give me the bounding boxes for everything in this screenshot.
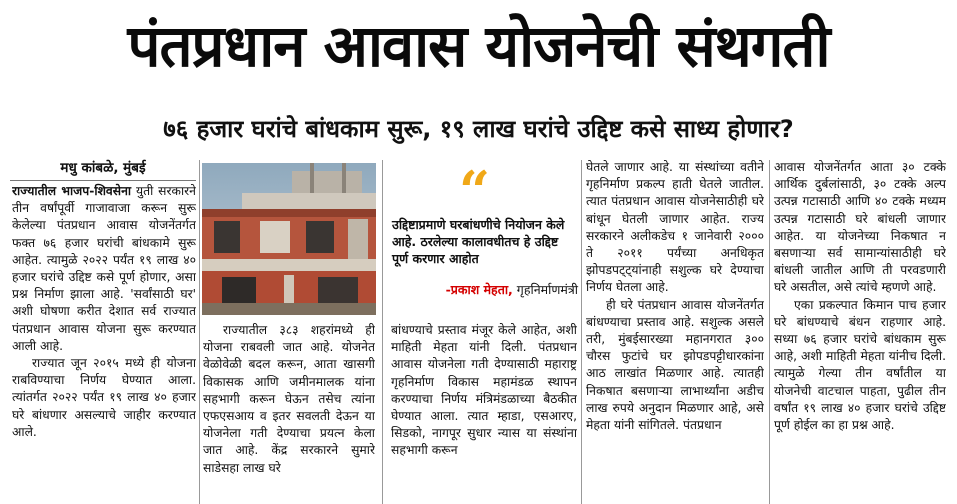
quote-author: -प्रकाश मेहता,	[445, 282, 513, 297]
byline-rule	[10, 180, 196, 181]
paragraph: ही घरे पंतप्रधान आवास योजनेंतर्गत बांधण्याचा प्रस्ताव आहे. सशुल्क असले तरी, मुंबईसारख्या महानगरात ३०० चौरस फुटांचे घर झोपडपट्टीधारकांना आठ लाखांत मिळणार आहे. त्यातही निकषात बसणाऱ्या लाभार्थ्यांना अडीच लाख रुपये अनुदान मिळणार आहे, असे मेहता यांनी सांगितले. पंतप्रधान	[586, 297, 764, 433]
column-divider	[382, 160, 383, 504]
subheadline: ७६ हजार घरांचे बांधकाम सुरू, १९ लाख घरांचे उद्दिष्ट कसे साध्य होणार?	[163, 115, 794, 143]
building-illustration	[202, 163, 376, 315]
paragraph-text: युती सरकारने तीन वर्षांपूर्वी गाजावाजा करून सुरू केलेल्या पंतप्रधान आवास योजनेंतर्गत फक्त ७६ हजार घरांची बांधकामे सुरू आहेत. त्यामुळे २०२२ पर्यंत १९ लाख ४० हजार घरांचे उद्दिष्ट कसे पूर्ण होणार, असा प्रश्न निर्माण झाला आहे. 'सर्वांसाठी घर' अशी घोषणा करीत देशात सर्व राज्यात पंतप्रधान आवास योजना सुरू करण्यात आली आहे.	[12, 184, 196, 353]
paragraph: घेतले जाणार आहे. या संस्थांच्या वतीने गृहनिर्माण प्रकल्प हाती घेतले जातील. त्यात पंतप्रधान आवास योजनेसाठीही घरे बांधून घेतली जाणार आहेत. राज्य सरकारने अलीकडेच १ जानेवारी २००० ते २०११ पर्यंच्या अनधिकृत झोपडपट्ट्यांनाही सशुल्क घरे देण्याचा निर्णय घेतला आहे.	[586, 160, 764, 295]
paragraph	[12, 183, 196, 355]
paragraph: राज्यातील ३८३ शहरांमध्ये ही योजना राबवली जात आहे. योजनेत वेळोवेळी बदल करून, आता खासगी विकासक आणि जमीनमालक यांना सहभागी करून घेऊन तसेच त्यांना एफएसआय व इतर सवलती देऊन या योजनेला गती देण्याचा प्रयत्न केला जात आहे. केंद्र सरकारने सुमारे साडेसहा लाख घरे	[203, 323, 375, 475]
article-column-2	[203, 322, 375, 502]
lead-in: राज्यातील भाजप-शिवसेना	[12, 184, 132, 198]
pull-quote: उद्दिष्टाप्रमाणे घरबांधणीचे नियोजन केले आहे. ठरलेल्या कालावधीतच हे उद्दिष्ट पूर्ण करणार आहोत	[392, 217, 565, 266]
article-column-3	[391, 322, 577, 502]
quote-attribution	[402, 282, 578, 298]
quote-role: गृहनिर्माणमंत्री	[512, 282, 578, 297]
paragraph: एका प्रकल्पात किमान पाच हजार घरे बांधण्याचे बंधन राहणार आहे. सध्या ७६ हजार घरांचे बांधकाम सुरू आहे, अशी माहिती मेहता यांनीच दिली. त्यामुळे गेल्या तीन वर्षांतील या योजनेची वाटचाल पाहता, पुढील तीन वर्षांत १९ लाख ४० हजार घरांचे उद्दिष्ट पूर्ण होईल का हा प्रश्न आहे.	[774, 297, 946, 433]
column-divider	[581, 160, 582, 504]
article-column-1	[12, 183, 196, 501]
article-column-4	[586, 159, 764, 502]
quote-icon: “	[459, 159, 491, 223]
paragraph: आवास योजनेंतर्गत आता ३० टक्के आर्थिक दुर्बलांसाठी, ३० टक्के अल्प उत्पन्न गटासाठी आणि ४० टक्के मध्यम उत्पन्न गटासाठी घरे बांधली जाणार आहेत. या योजनेच्या निकषात न बसणाऱ्या सर्व सामान्यांसाठीही घरे बांधली जातील आणि ती परवडणारी घरे असतील, असे त्यांचे म्हणणे आहे.	[774, 160, 946, 295]
headline: पंतप्रधान आवास योजनेची संथगती	[127, 12, 830, 80]
paragraph: बांधण्याचे प्रस्ताव मंजूर केले आहेत, अशी माहिती मेहता यांनी दिली. पंतप्रधान आवास योजनेला गती देण्यासाठी महाराष्ट्र गृहनिर्माण विकास महामंडळ स्थापन करण्याचा निर्णय मंत्रिमंडळाच्या बैठकीत घेण्यात आला. त्यात म्हाडा, एसआरए, सिडको, नागपूर सुधार न्यास या संस्थांना सहभागी करून	[391, 323, 577, 458]
paragraph: राज्यात जून २०१५ मध्ये ही योजना राबविण्याचा निर्णय घेण्यात आला. त्यांतर्गत २०२२ पर्यंत १९ लाख ४० हजार घरे बांधणार असल्याचे जाहीर करण्यात आले.	[12, 356, 196, 439]
column-divider	[769, 160, 770, 504]
column-divider	[199, 160, 200, 504]
building-construction-photo	[202, 163, 376, 315]
byline: मधु कांबळे, मुंबई	[60, 160, 146, 176]
article-column-5	[774, 159, 946, 502]
